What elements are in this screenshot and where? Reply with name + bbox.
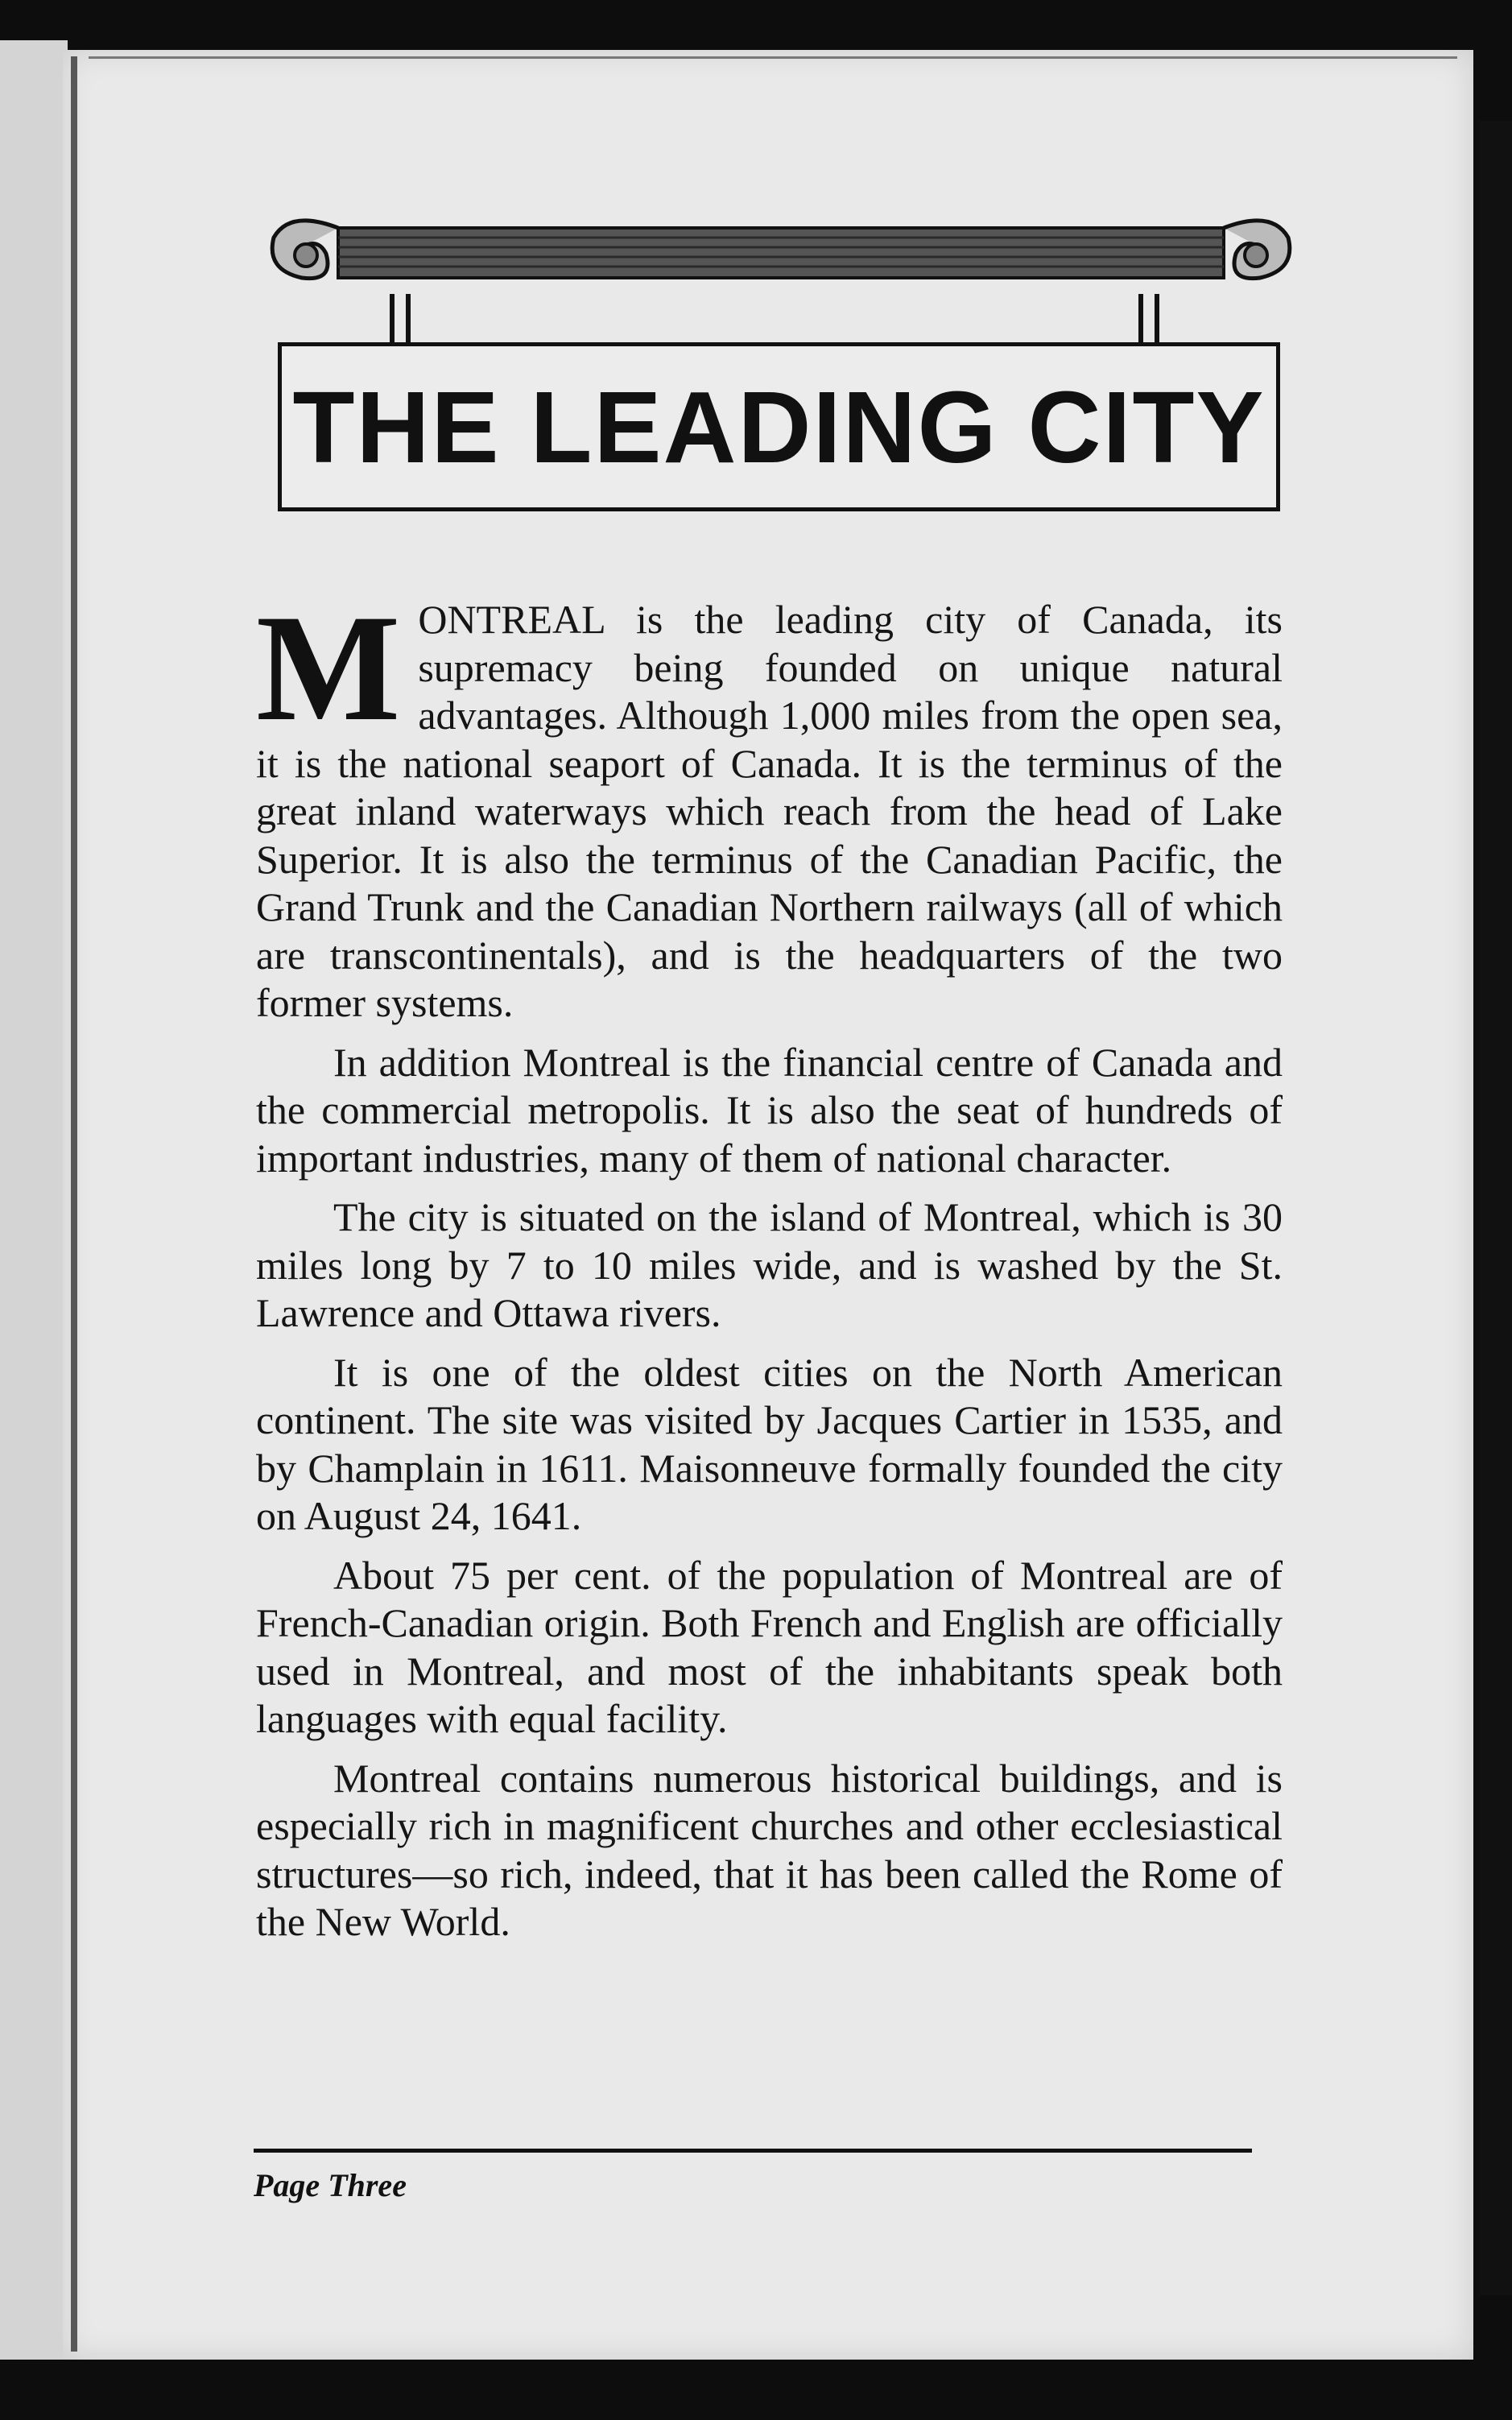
footer-rule [254,2149,1252,2153]
right-page-edge [1480,121,1512,2295]
top-rule [89,56,1457,59]
paragraph-4: It is one of the oldest cities on the North American continent. The site was visited by Jacques Cartier in 1535, and by Champlain in 1611. Maisonneuve formally founded the city on August 24, 1641. [256,1349,1283,1538]
binding-spine [71,56,77,2352]
paragraph-1 [256,584,1283,1028]
sign-post-right-icon [1135,294,1167,346]
paragraph-3: The city is situated on the island of Montreal, which is 30 miles long by 7 to 10 miles wide, and is washed by the St. Lawrence and Ottawa rivers. [256,1194,1283,1335]
article-body [256,584,1283,1958]
left-page-edge [0,40,68,2360]
paragraph-2: In addition Montreal is the financial centre of Canada and the commercial metropolis. It is also the seat of hundreds of important industries, many of them of national character. [256,1039,1283,1181]
sign-post-left-icon [386,294,419,346]
title-sign [278,342,1280,511]
ornamental-banner-icon [258,205,1304,298]
paragraph-6: Montreal contains numerous historical buildings, and is especially rich in magnificent churches and other ecclesiastical structures—so rich, indeed, that it has been called the Rome of the New World. [256,1755,1283,1944]
page-title: THE LEADING CITY [292,370,1266,484]
page-number: Page Three [254,2167,407,2203]
paragraph-5: About 75 per cent. of the population of Montreal are of French-Canadian origin. Both French and English are officially used in Montreal, and most of the inhabitants speak both languages with equal facility. [256,1552,1283,1741]
drop-cap: M [256,584,401,753]
paragraph-text: ONTREAL is the leading city of Canada, its supremacy being founded on unique natural advantages. Although 1,000 miles from the open sea, it is the national seaport of Canada. It is the terminus of the great inland waterways which reach from the head of Lake Superior. It is also the terminus of the Canadian Pacific, the Grand Trunk and the Canadian Northern railways (all of which are transcontinentals), and is the headquarters of the two former systems. [256,597,1283,1025]
